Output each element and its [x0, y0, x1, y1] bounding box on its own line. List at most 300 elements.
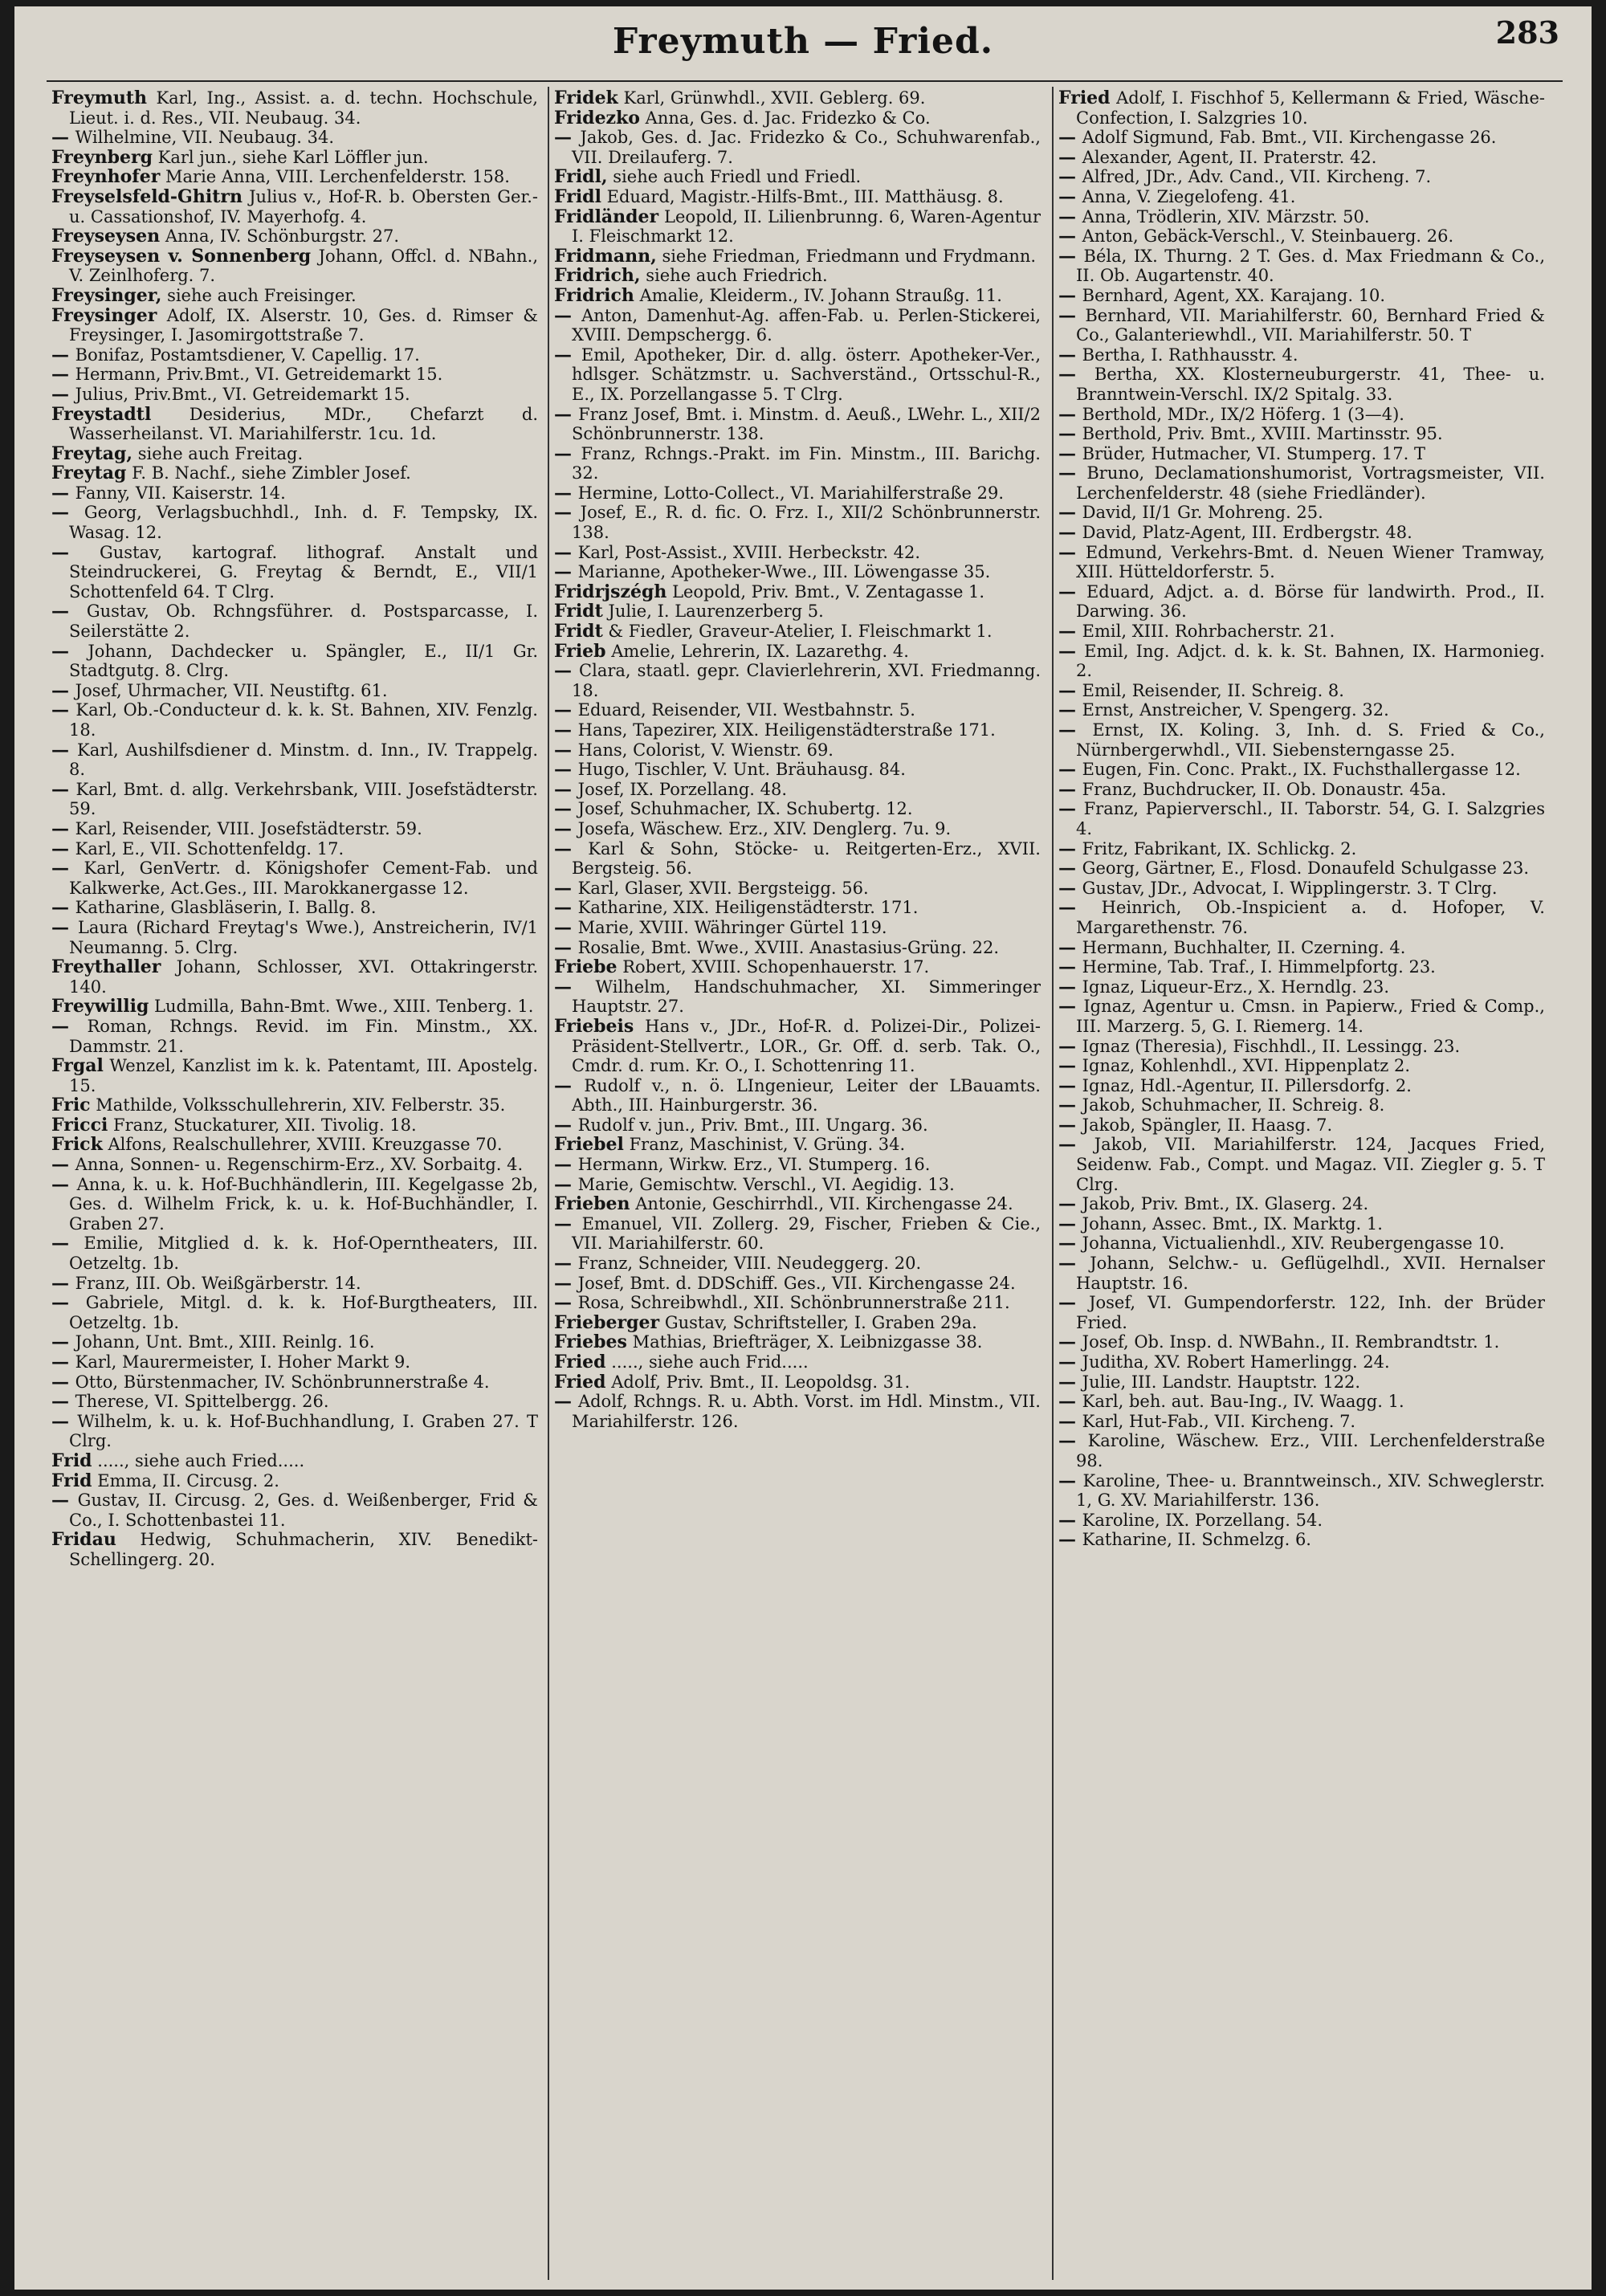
directory-entry	[554, 1076, 1041, 1115]
entry-surname: —	[1058, 640, 1085, 662]
entry-details: Adolf, IX. Alserstr. 10, Ges. d. Rimser & Freysinger, I. Jasomirgottstraße 7.	[69, 305, 538, 345]
entry-details: Karoline, Thee- u. Branntweinsch., XIV. Schweglerstr. 1, G. XV. Mariahilferstr. 136.	[1076, 1470, 1545, 1511]
directory-entry	[1058, 938, 1545, 958]
directory-entry	[1058, 622, 1545, 642]
entry-details: Franz, III. Ob. Weißgärberstr. 14.	[75, 1273, 361, 1293]
directory-entry	[554, 207, 1041, 247]
directory-entry	[554, 1155, 1041, 1175]
entry-details: Johann, Assec. Bmt., IX. Marktg. 1.	[1082, 1213, 1383, 1234]
directory-entry	[51, 247, 538, 286]
directory-entry	[1058, 1076, 1545, 1096]
directory-entry	[51, 286, 538, 306]
entry-surname: —	[554, 344, 581, 365]
entry-surname: —	[1058, 956, 1082, 978]
entry-details: Franz, Papierverschl., II. Taborstr. 54, G. I. Salzgries 4.	[1076, 799, 1545, 838]
entry-details: Leopold, II. Lilienbrunng. 6, Waren-Agentur I. Fleischmarkt 12.	[572, 206, 1041, 247]
entry-details: Josef, VI. Gumpendorferstr. 122, Inh. der Brüder Fried.	[1076, 1293, 1545, 1332]
entry-surname: Freytag,	[51, 442, 133, 464]
entry-surname: —	[1058, 146, 1082, 168]
entry-surname: Fridezko	[554, 107, 640, 128]
entry-details: Bertha, XX. Klosterneuburgerstr. 41, Thee- u. Branntwein-Verschl. IX/2 Spitalg. 33.	[1076, 365, 1545, 404]
entry-details: Alfred, JDr., Adv. Cand., VII. Kircheng. 7.	[1082, 167, 1432, 187]
entry-surname: —	[1058, 996, 1084, 1017]
entry-details: siehe auch Freitag.	[137, 443, 304, 463]
entry-surname: —	[554, 502, 581, 524]
entry-surname: —	[51, 1490, 78, 1511]
entry-details: Karl, Ob.-Conducteur d. k. k. St. Bahnen, XIV. Fenzlg. 18.	[69, 700, 538, 740]
directory-entry	[554, 642, 1041, 662]
directory-entry	[554, 1135, 1041, 1155]
directory-entry	[554, 1214, 1041, 1254]
entry-details: siehe Friedman, Friedmann und Frydmann.	[662, 246, 1037, 266]
directory-entry	[1058, 207, 1545, 227]
entry-details: Karoline, Wäschew. Erz., VIII. Lerchenfelderstraße 98.	[1076, 1431, 1545, 1470]
directory-entry	[1058, 1511, 1545, 1531]
directory-entry	[1058, 88, 1545, 128]
entry-details: Josef, E., R. d. fic. O. Frz. I., XII/2 Schönbrunnerstr. 138.	[572, 503, 1041, 543]
entry-details: Gustav, JDr., Advocat, I. Wipplingerstr. 3. T Clrg.	[1082, 878, 1498, 898]
entry-details: Alfons, Realschullehrer, XVIII. Kreuzgasse 70.	[108, 1135, 503, 1155]
entry-surname: Fridrich	[554, 284, 634, 306]
entry-details: Béla, IX. Thurng. 2 T. Ges. d. Max Friedmann & Co., II. Ob. Augartenstr. 40.	[1076, 246, 1545, 286]
entry-surname: Fridek	[554, 88, 618, 108]
directory-entry	[51, 1175, 538, 1234]
entry-details: Amelie, Lehrerin, IX. Lazarethg. 4.	[611, 641, 909, 661]
entry-details: David, II/1 Gr. Mohreng. 25.	[1082, 503, 1323, 523]
entry-details: ....., siehe auch Frid.....	[611, 1352, 809, 1372]
directory-entry	[51, 1372, 538, 1393]
entry-surname: —	[51, 127, 75, 149]
entry-details: & Fiedler, Graveur-Atelier, I. Fleischmarkt 1.	[608, 622, 993, 642]
entry-surname: —	[51, 383, 75, 405]
entry-details: Adolf, I. Fischhof 5, Kellermann & Fried, Wäsche-Confection, I. Salzgries 10.	[1076, 88, 1545, 128]
directory-entry	[51, 1352, 538, 1372]
entry-details: Jakob, Schuhmacher, II. Schreig. 8.	[1082, 1095, 1385, 1115]
entry-surname: —	[1058, 186, 1082, 207]
entry-details: Julie, I. Laurenzerberg 5.	[608, 602, 824, 622]
entry-details: Franz, Stuckaturer, XII. Tivolig. 18.	[113, 1115, 417, 1135]
entry-details: Anna, Trödlerin, XIV. Märzstr. 50.	[1082, 206, 1370, 226]
entry-surname: —	[51, 778, 76, 800]
directory-entry	[51, 148, 538, 168]
entry-surname: —	[51, 541, 100, 563]
entry-surname: —	[1058, 1035, 1082, 1057]
entry-details: David, Platz-Agent, III. Erdbergstr. 48.	[1082, 523, 1412, 543]
entry-details: Josef, Bmt. d. DDSchiff. Ges., VII. Kirchengasse 24.	[577, 1273, 1016, 1293]
entry-surname: —	[1058, 679, 1082, 701]
entry-details: Ignaz, Agentur u. Cmsn. in Papierw., Fried & Comp., III. Marzerg. 5, G. I. Riemerg. 14.	[1076, 997, 1545, 1036]
entry-surname: —	[51, 1371, 75, 1393]
directory-entry	[1058, 503, 1545, 523]
entry-details: Bruno, Declamationshumorist, Vortragsmeister, VII. Lerchenfelderstr. 48 (siehe Friedländer).	[1076, 463, 1545, 503]
entry-surname: —	[554, 660, 580, 682]
entry-surname: Fridländer	[554, 206, 659, 227]
directory-entry	[554, 266, 1041, 286]
entry-surname: Fridrjszégh	[554, 581, 667, 602]
directory-entry	[554, 1372, 1041, 1393]
directory-entry	[51, 858, 538, 898]
entry-surname: —	[1058, 1292, 1090, 1314]
entry-surname: Fridrich,	[554, 265, 641, 287]
entry-surname: —	[1058, 403, 1082, 425]
directory-entry	[51, 839, 538, 859]
entry-surname: Frieben	[554, 1193, 630, 1215]
entry-surname: —	[554, 304, 582, 326]
directory-entry	[1058, 1234, 1545, 1254]
directory-entry	[51, 1293, 538, 1332]
directory-entry	[1058, 167, 1545, 187]
entry-surname: —	[1058, 541, 1086, 563]
directory-entry	[51, 365, 538, 385]
entry-surname: —	[1058, 127, 1082, 149]
directory-entry	[554, 562, 1041, 582]
directory-entry	[554, 1392, 1041, 1431]
entry-details: Jakob, Spängler, II. Haasg. 7.	[1082, 1115, 1333, 1135]
directory-page	[14, 6, 1592, 2290]
entry-details: Otto, Bürstenmacher, IV. Schönbrunnerstraße 4.	[75, 1372, 490, 1392]
entry-surname: Fridt	[554, 621, 603, 642]
entry-details: Ludmilla, Bahn-Bmt. Wwe., XIII. Tenberg. 1.	[154, 997, 534, 1017]
entry-details: Karl, Maurermeister, I. Hoher Markt 9.	[75, 1352, 411, 1372]
entry-surname: —	[1058, 1134, 1094, 1156]
directory-entry	[554, 898, 1041, 918]
entry-surname: —	[554, 442, 581, 464]
entry-details: Josefa, Wäschew. Erz., XIV. Denglerg. 7u. 9.	[577, 818, 952, 838]
directory-entry	[554, 306, 1041, 345]
directory-entry	[51, 819, 538, 839]
entry-surname: —	[1058, 1233, 1082, 1254]
directory-entry	[1058, 1115, 1545, 1136]
entry-details: Karl, Aushilfsdiener d. Minstm. d. Inn., IV. Trappelg. 8.	[69, 740, 538, 780]
entry-surname: Freymuth	[51, 88, 148, 108]
directory-entry	[51, 898, 538, 918]
entry-details: Gustav, Schriftsteller, I. Graben 29a.	[664, 1312, 977, 1332]
entry-surname: Fried	[554, 1371, 606, 1393]
entry-surname: Freywillig	[51, 996, 149, 1017]
directory-entry	[554, 700, 1041, 720]
entry-details: siehe auch Friedrich.	[646, 266, 828, 286]
entry-details: F. B. Nachf., siehe Zimbler Josef.	[132, 463, 411, 483]
entry-details: siehe auch Freisinger.	[167, 285, 357, 305]
directory-entry	[51, 128, 538, 148]
entry-surname: —	[554, 1213, 582, 1234]
directory-entry	[51, 167, 538, 187]
directory-entry	[1058, 1431, 1545, 1470]
directory-entry	[1058, 780, 1545, 800]
entry-surname: Fridt	[554, 601, 603, 622]
entry-surname: —	[554, 403, 579, 425]
entry-details: Rosalie, Bmt. Wwe., XVIII. Anastasius-Grüng. 22.	[577, 937, 1000, 957]
entry-details: Karl, Post-Assist., XVIII. Herbeckstr. 42.	[577, 542, 921, 562]
entry-surname: —	[1058, 897, 1102, 919]
entry-details: Gustav, Ob. Rchngsführer. d. Postsparcasse, I. Seilerstätte 2.	[69, 602, 538, 642]
directory-entry	[51, 1491, 538, 1530]
entry-details: Anna, Sonnen- u. Regenschirm-Erz., XV. Sorbaitg. 4.	[75, 1155, 524, 1175]
directory-entry	[51, 642, 538, 681]
entry-surname: —	[1058, 522, 1082, 544]
entry-details: Emil, XIII. Rohrbacherstr. 21.	[1082, 622, 1335, 642]
directory-entry	[554, 819, 1041, 839]
directory-entry	[1058, 839, 1545, 859]
entry-details: ....., siehe auch Fried.....	[97, 1450, 305, 1470]
entry-details: Julius v., Hof-R. b. Obersten Ger.- u. Cassationshof, IV. Mayerhofg. 4.	[69, 186, 538, 226]
entry-details: Eduard, Adjct. a. d. Börse für landwirth. Prod., II. Darwing. 36.	[1076, 581, 1545, 622]
entry-details: Jakob, VII. Mariahilferstr. 124, Jacques Fried, Seidenw. Fab., Compt. und Magaz. VII. Ziegler g. 5. T Clrg.	[1076, 1135, 1545, 1194]
entry-surname: —	[51, 364, 75, 385]
directory-entry	[1058, 463, 1545, 503]
directory-entry	[554, 760, 1041, 780]
entry-surname: Freysinger,	[51, 284, 162, 306]
entry-details: Clara, staatl. gepr. Clavierlehrerin, XVI. Friedmanng. 18.	[572, 661, 1041, 700]
entry-details: Johann, Selchw.- u. Geflügelhdl., XVII. Hernalser Hauptstr. 16.	[1076, 1254, 1545, 1293]
directory-entry	[1058, 128, 1545, 148]
entry-surname: —	[51, 1410, 78, 1432]
entry-surname: Freynhofer	[51, 166, 161, 188]
entry-surname: —	[554, 976, 596, 997]
entry-surname: Freythaller	[51, 956, 161, 978]
directory-entry	[554, 799, 1041, 819]
entry-surname: —	[1058, 1193, 1082, 1215]
entry-details: Anna, V. Ziegelofeng. 41.	[1082, 186, 1296, 206]
entry-details: Marie, Gemischtw. Verschl., VI. Aegidig. 13.	[577, 1174, 955, 1194]
entry-details: Katharine, XIX. Heiligenstädterstr. 171.	[577, 898, 919, 918]
entry-surname: Fridau	[51, 1529, 116, 1551]
directory-entry	[1058, 1293, 1545, 1332]
entry-surname: —	[51, 640, 88, 662]
entry-details: Hermine, Tab. Traf., I. Himmelpfortg. 23.	[1082, 957, 1436, 977]
directory-entry	[51, 1234, 538, 1273]
entry-surname: Friebe	[554, 956, 618, 978]
entry-details: Franz, Rchngs.-Prakt. im Fin. Minstm., III. Barichg. 32.	[572, 443, 1041, 483]
entry-details: Karl, E., VII. Schottenfeldg. 17.	[75, 838, 344, 858]
entry-details: Heinrich, Ob.-Inspicient a. d. Hofoper, V. Margarethenstr. 76.	[1076, 898, 1545, 937]
directory-entry	[1058, 286, 1545, 306]
directory-entry	[1058, 1254, 1545, 1293]
entry-surname: —	[1058, 759, 1082, 781]
directory-entry	[51, 1274, 538, 1294]
directory-entry	[51, 1412, 538, 1451]
entry-details: Laura (Richard Freytag's Wwe.), Anstreicherin, IV/1 Neumanng. 5. Clrg.	[69, 917, 538, 957]
entry-details: Hans, Tapezirer, XIX. Heiligenstädterstraße 171.	[577, 720, 996, 740]
entry-surname: —	[554, 1253, 578, 1274]
directory-entry	[1058, 1095, 1545, 1115]
entry-details: Amalie, Kleiderm., IV. Johann Straußg. 11.	[639, 285, 1002, 305]
entry-details: Johann, Offcl. d. NBahn., V. Zeinlhoferg. 7.	[69, 246, 538, 286]
entry-surname: Frieb	[554, 640, 606, 662]
entry-details: Franz Josef, Bmt. i. Minstm. d. Aeuß., LWehr. L., XII/2 Schönbrunnerstr. 138.	[572, 404, 1041, 444]
entry-surname: —	[1058, 798, 1084, 820]
directory-entry	[51, 1115, 538, 1136]
entry-details: Anna, k. u. k. Hof-Buchhändlerin, III. Kegelgasse 2b, Ges. d. Wilhelm Frick, k. u. k. Hof-Buchhändler, I. Graben 27.	[69, 1174, 538, 1234]
entry-surname: Fried	[554, 1352, 606, 1372]
directory-entry	[51, 602, 538, 641]
entry-surname: Fridl	[554, 186, 601, 207]
entry-details: Marie Anna, VIII. Lerchenfelderstr. 158.	[165, 167, 510, 187]
entry-details: Hermann, Wirkw. Erz., VI. Stumperg. 16.	[577, 1155, 931, 1175]
entry-surname: —	[1058, 284, 1082, 306]
directory-entry	[554, 1017, 1041, 1076]
entry-surname: —	[1058, 1509, 1082, 1531]
directory-entry	[554, 187, 1041, 207]
directory-entry	[51, 1095, 538, 1115]
directory-entry	[51, 1471, 538, 1491]
entry-details: Johanna, Victualienhdl., XIV. Reubergengasse 10.	[1082, 1234, 1505, 1254]
directory-entry	[51, 740, 538, 780]
entry-surname: —	[51, 1292, 86, 1314]
entry-details: Hedwig, Schuhmacherin, XIV. Benedikt-Schellingerg. 20.	[69, 1530, 538, 1569]
entry-details: Fritz, Fabrikant, IX. Schlickg. 2.	[1082, 838, 1357, 858]
entry-surname: Friebes	[554, 1332, 627, 1353]
directory-entry	[1058, 1332, 1545, 1352]
directory-entry	[51, 503, 538, 542]
directory-entry	[51, 1451, 538, 1471]
entry-details: Bernhard, VII. Mariahilferstr. 60, Bernhard Fried & Co., Galanteriewhdl., VII. Mariahilferstr. 50. T	[1076, 305, 1545, 345]
entry-details: Fanny, VII. Kaiserstr. 14.	[75, 483, 286, 503]
directory-entry	[554, 1175, 1041, 1195]
entry-surname: —	[554, 778, 578, 800]
directory-entry	[1058, 898, 1545, 937]
directory-entry	[51, 187, 538, 226]
entry-details: Josef, Uhrmacher, VII. Neustiftg. 61.	[75, 680, 388, 700]
entry-details: Leopold, Priv. Bmt., V. Zentagasse 1.	[672, 581, 985, 602]
directory-entry	[51, 1530, 538, 1569]
entry-surname: Freyselsfeld-Ghitrn	[51, 186, 243, 207]
entry-surname: —	[1058, 344, 1082, 365]
entry-surname: —	[554, 838, 589, 859]
entry-details: Karoline, IX. Porzellang. 54.	[1082, 1510, 1323, 1530]
entry-surname: —	[554, 818, 578, 839]
entry-surname: —	[554, 759, 578, 781]
entry-surname: —	[1058, 1371, 1082, 1393]
entry-surname: —	[51, 1154, 75, 1176]
directory-entry	[1058, 187, 1545, 207]
entry-surname: —	[1058, 858, 1082, 879]
entry-details: Anton, Gebäck-Verschl., V. Steinbauerg. 26.	[1082, 226, 1454, 247]
directory-entry	[51, 957, 538, 997]
entry-details: Alexander, Agent, II. Praterstr. 42.	[1082, 147, 1377, 167]
entry-details: Ignaz, Hdl.-Agentur, II. Pillersdorfg. 2.	[1082, 1075, 1412, 1095]
entry-surname: —	[1058, 1075, 1082, 1096]
directory-entry	[1058, 879, 1545, 899]
entry-details: Rosa, Schreibwhdl., XII. Schönbrunnerstraße 211.	[577, 1293, 1010, 1313]
entry-surname: Frgal	[51, 1055, 104, 1077]
entry-surname: —	[51, 699, 76, 721]
entry-details: Hans v., JDr., Hof-R. d. Polizei-Dir., Polizei-Präsident-Stellvertr., LOR., Gr. Off. d. serb. Tak. O., Cmdr. d. rum. Kr. O., I. Schottenring 11.	[572, 1016, 1041, 1076]
directory-entry	[51, 88, 538, 128]
directory-entry	[1058, 1392, 1545, 1412]
directory-entry	[554, 167, 1041, 187]
directory-entry	[554, 444, 1041, 483]
entry-details: Emma, II. Circusg. 2.	[97, 1470, 279, 1491]
entry-surname: —	[554, 877, 578, 899]
entry-details: Katharine, Glasbläserin, I. Ballg. 8.	[75, 898, 377, 918]
entry-details: Adolf, Rchngs. R. u. Abth. Vorst. im Hdl. Minstm., VII. Mariahilferstr. 126.	[572, 1392, 1041, 1431]
entry-surname: —	[1058, 1470, 1083, 1491]
directory-entry	[1058, 642, 1545, 681]
entry-surname: Frid	[51, 1470, 92, 1491]
column-1	[51, 88, 538, 2278]
entry-details: Rudolf v. jun., Priv. Bmt., III. Ungarg. 36.	[577, 1115, 928, 1135]
directory-entry	[51, 306, 538, 345]
entry-surname: —	[1058, 423, 1082, 445]
directory-entry	[554, 661, 1041, 700]
directory-entry	[1058, 247, 1545, 286]
entry-details: Marianne, Apotheker-Wwe., III. Löwengasse 35.	[577, 562, 991, 582]
entry-details: Ignaz, Liqueur-Erz., X. Herndlg. 23.	[1082, 977, 1389, 997]
entry-surname: —	[51, 344, 75, 365]
directory-entry	[51, 483, 538, 504]
directory-entry	[1058, 582, 1545, 622]
entry-surname: —	[1058, 976, 1082, 997]
entry-details: Karl, Bmt. d. allg. Verkehrsbank, VIII. Josefstädterstr. 59.	[69, 779, 538, 819]
directory-entry	[554, 1194, 1041, 1214]
entry-details: Mathias, Briefträger, X. Leibnizgasse 38.	[632, 1332, 983, 1352]
entry-surname: —	[51, 1352, 75, 1372]
directory-entry	[1058, 306, 1545, 345]
directory-entry	[1058, 1056, 1545, 1076]
entry-details: Edmund, Verkehrs-Bmt. d. Neuen Wiener Tramway, XIII. Hütteldorferstr. 5.	[1076, 542, 1545, 582]
entry-details: Wilhelmine, VII. Neubaug. 34.	[75, 128, 335, 148]
entry-surname: —	[1058, 1213, 1082, 1234]
directory-entry	[554, 720, 1041, 740]
directory-entry	[1058, 345, 1545, 365]
entry-details: Karl & Sohn, Stöcke- u. Reitgerten-Erz., XVII. Bergsteig. 56.	[572, 838, 1041, 879]
directory-entry	[51, 385, 538, 405]
entry-details: Julius, Priv.Bmt., VI. Getreidemarkt 15.	[75, 384, 410, 404]
column-3	[1058, 88, 1545, 2278]
entry-surname: —	[1058, 838, 1082, 859]
entry-details: Therese, VI. Spittelbergg. 26.	[75, 1392, 329, 1412]
entry-surname: —	[554, 482, 578, 504]
page-header	[14, 6, 1592, 79]
directory-entry	[554, 1332, 1041, 1352]
directory-entry	[554, 780, 1041, 800]
running-head: Freymuth — Fried.	[612, 21, 994, 62]
directory-entry	[51, 1392, 538, 1412]
entry-surname: —	[1058, 936, 1082, 958]
directory-entry	[554, 543, 1041, 563]
entry-details: Anna, IV. Schönburgstr. 27.	[165, 226, 400, 247]
directory-entry	[554, 879, 1041, 899]
directory-entry	[1058, 1352, 1545, 1372]
entry-surname: —	[1058, 1529, 1082, 1551]
entry-surname: —	[1058, 778, 1082, 800]
directory-entry	[1058, 720, 1545, 760]
entry-details: Franz, Schneider, VIII. Neudeggerg. 20.	[577, 1254, 922, 1274]
entry-details: Bertha, I. Rathhausstr. 4.	[1082, 345, 1298, 365]
entry-surname: —	[1058, 226, 1082, 247]
directory-entry	[1058, 148, 1545, 168]
entry-surname: —	[1058, 621, 1082, 642]
entry-surname: —	[1058, 442, 1082, 464]
directory-entry	[1058, 760, 1545, 780]
directory-entry	[554, 938, 1041, 958]
directory-entry	[51, 226, 538, 247]
entry-details: Gustav, kartograf. lithograf. Anstalt und Steindruckerei, G. Freytag & Berndt, E., VII/1 Schottenfeld 64. T Clrg.	[69, 542, 538, 602]
entry-details: Hugo, Tischler, V. Unt. Bräuhausg. 84.	[577, 760, 906, 780]
entry-surname: Freytag	[51, 463, 127, 484]
entry-surname: Frieberger	[554, 1311, 660, 1333]
entry-details: Gabriele, Mitgl. d. k. k. Hof-Burgtheaters, III. Oetzeltg. 1b.	[69, 1293, 538, 1332]
entry-details: Karl, Hut-Fab., VII. Kircheng. 7.	[1082, 1411, 1356, 1431]
entry-details: Hermine, Lotto-Collect., VI. Mariahilferstraße 29.	[577, 483, 1004, 503]
entry-surname: —	[554, 916, 578, 938]
directory-entry	[1058, 1372, 1545, 1393]
entry-surname: —	[51, 1391, 75, 1413]
entry-surname: —	[554, 936, 578, 958]
directory-entry	[51, 780, 538, 819]
column-2	[554, 88, 1041, 2278]
